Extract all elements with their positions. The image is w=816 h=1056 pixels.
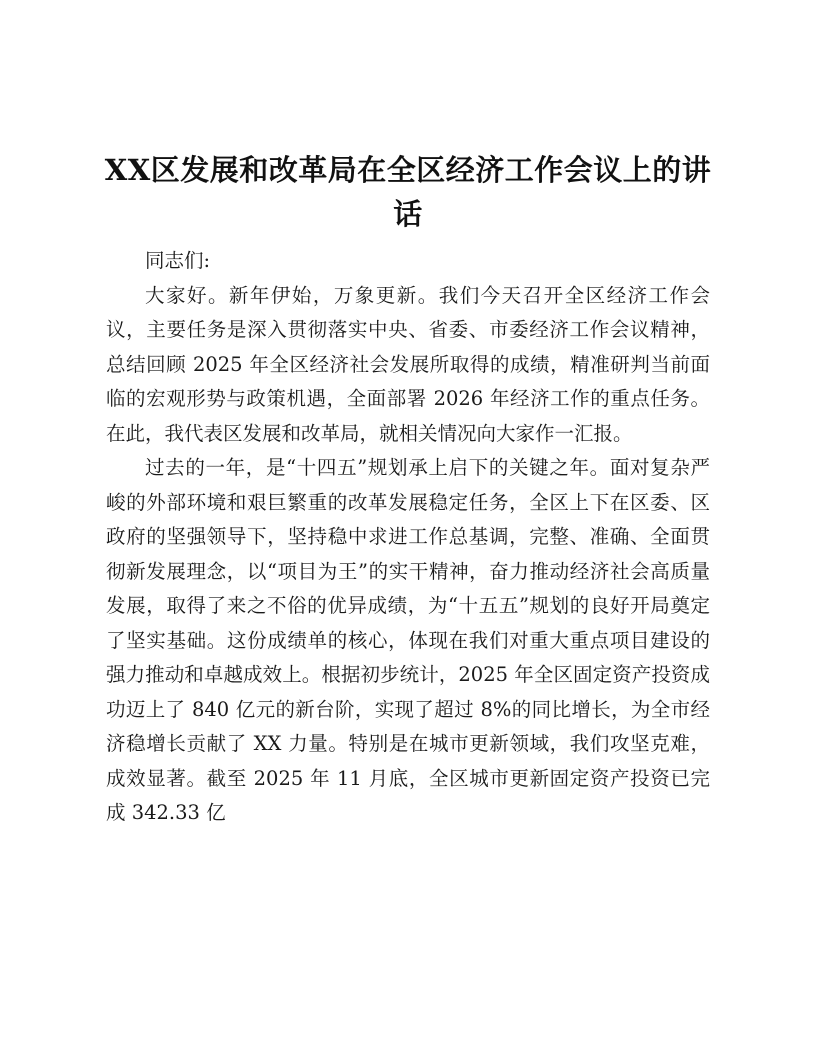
body-paragraph: 大家好。新年伊始，万象更新。我们今天召开全区经济工作会议，主要任务是深入贯彻落实中央、省委、市委经济工作会议精神，总结回顾 2025 年全区经济社会发展所取得的成绩，精准研判当前面临的宏观形势与政策机遇，全面部署 2026 年经济工作的重点任务。在此，我代表区发展和改革局，就相关情况向大家作一汇报。	[106, 283, 710, 445]
salutation-paragraph: 同志们:	[145, 249, 211, 272]
body-paragraph: 过去的一年，是“十四五”规划承上启下的关键之年。面对复杂严峻的外部环境和艰巨繁重的改革发展稳定任务，全区上下在区委、区政府的坚强领导下，坚持稳中求进工作总基调，完整、准确、全面贯彻新发展理念，以“项目为王”的实干精神，奋力推动经济社会高质量发展，取得了来之不俗的优异成绩，为“十五五”规划的良好开局奠定了坚实基础。这份成绩单的核心，体现在我们对重大重点项目建设的强力推动和卓越成效上。根据初步统计，2025 年全区固定资产投资成功迈上了 840 亿元的新台阶，实现了超过 8%的同比增长，为全市经济稳增长贡献了 XX 力量。特别是在城市更新领域，我们攻坚克难，成效显著。截至 2025 年 11 月底，全区城市更新固定资产投资已完成 342.33 亿	[106, 456, 710, 824]
document-title: XX区发展和改革局在全区经济工作会议上的讲话	[104, 153, 712, 231]
document-body	[106, 244, 710, 831]
